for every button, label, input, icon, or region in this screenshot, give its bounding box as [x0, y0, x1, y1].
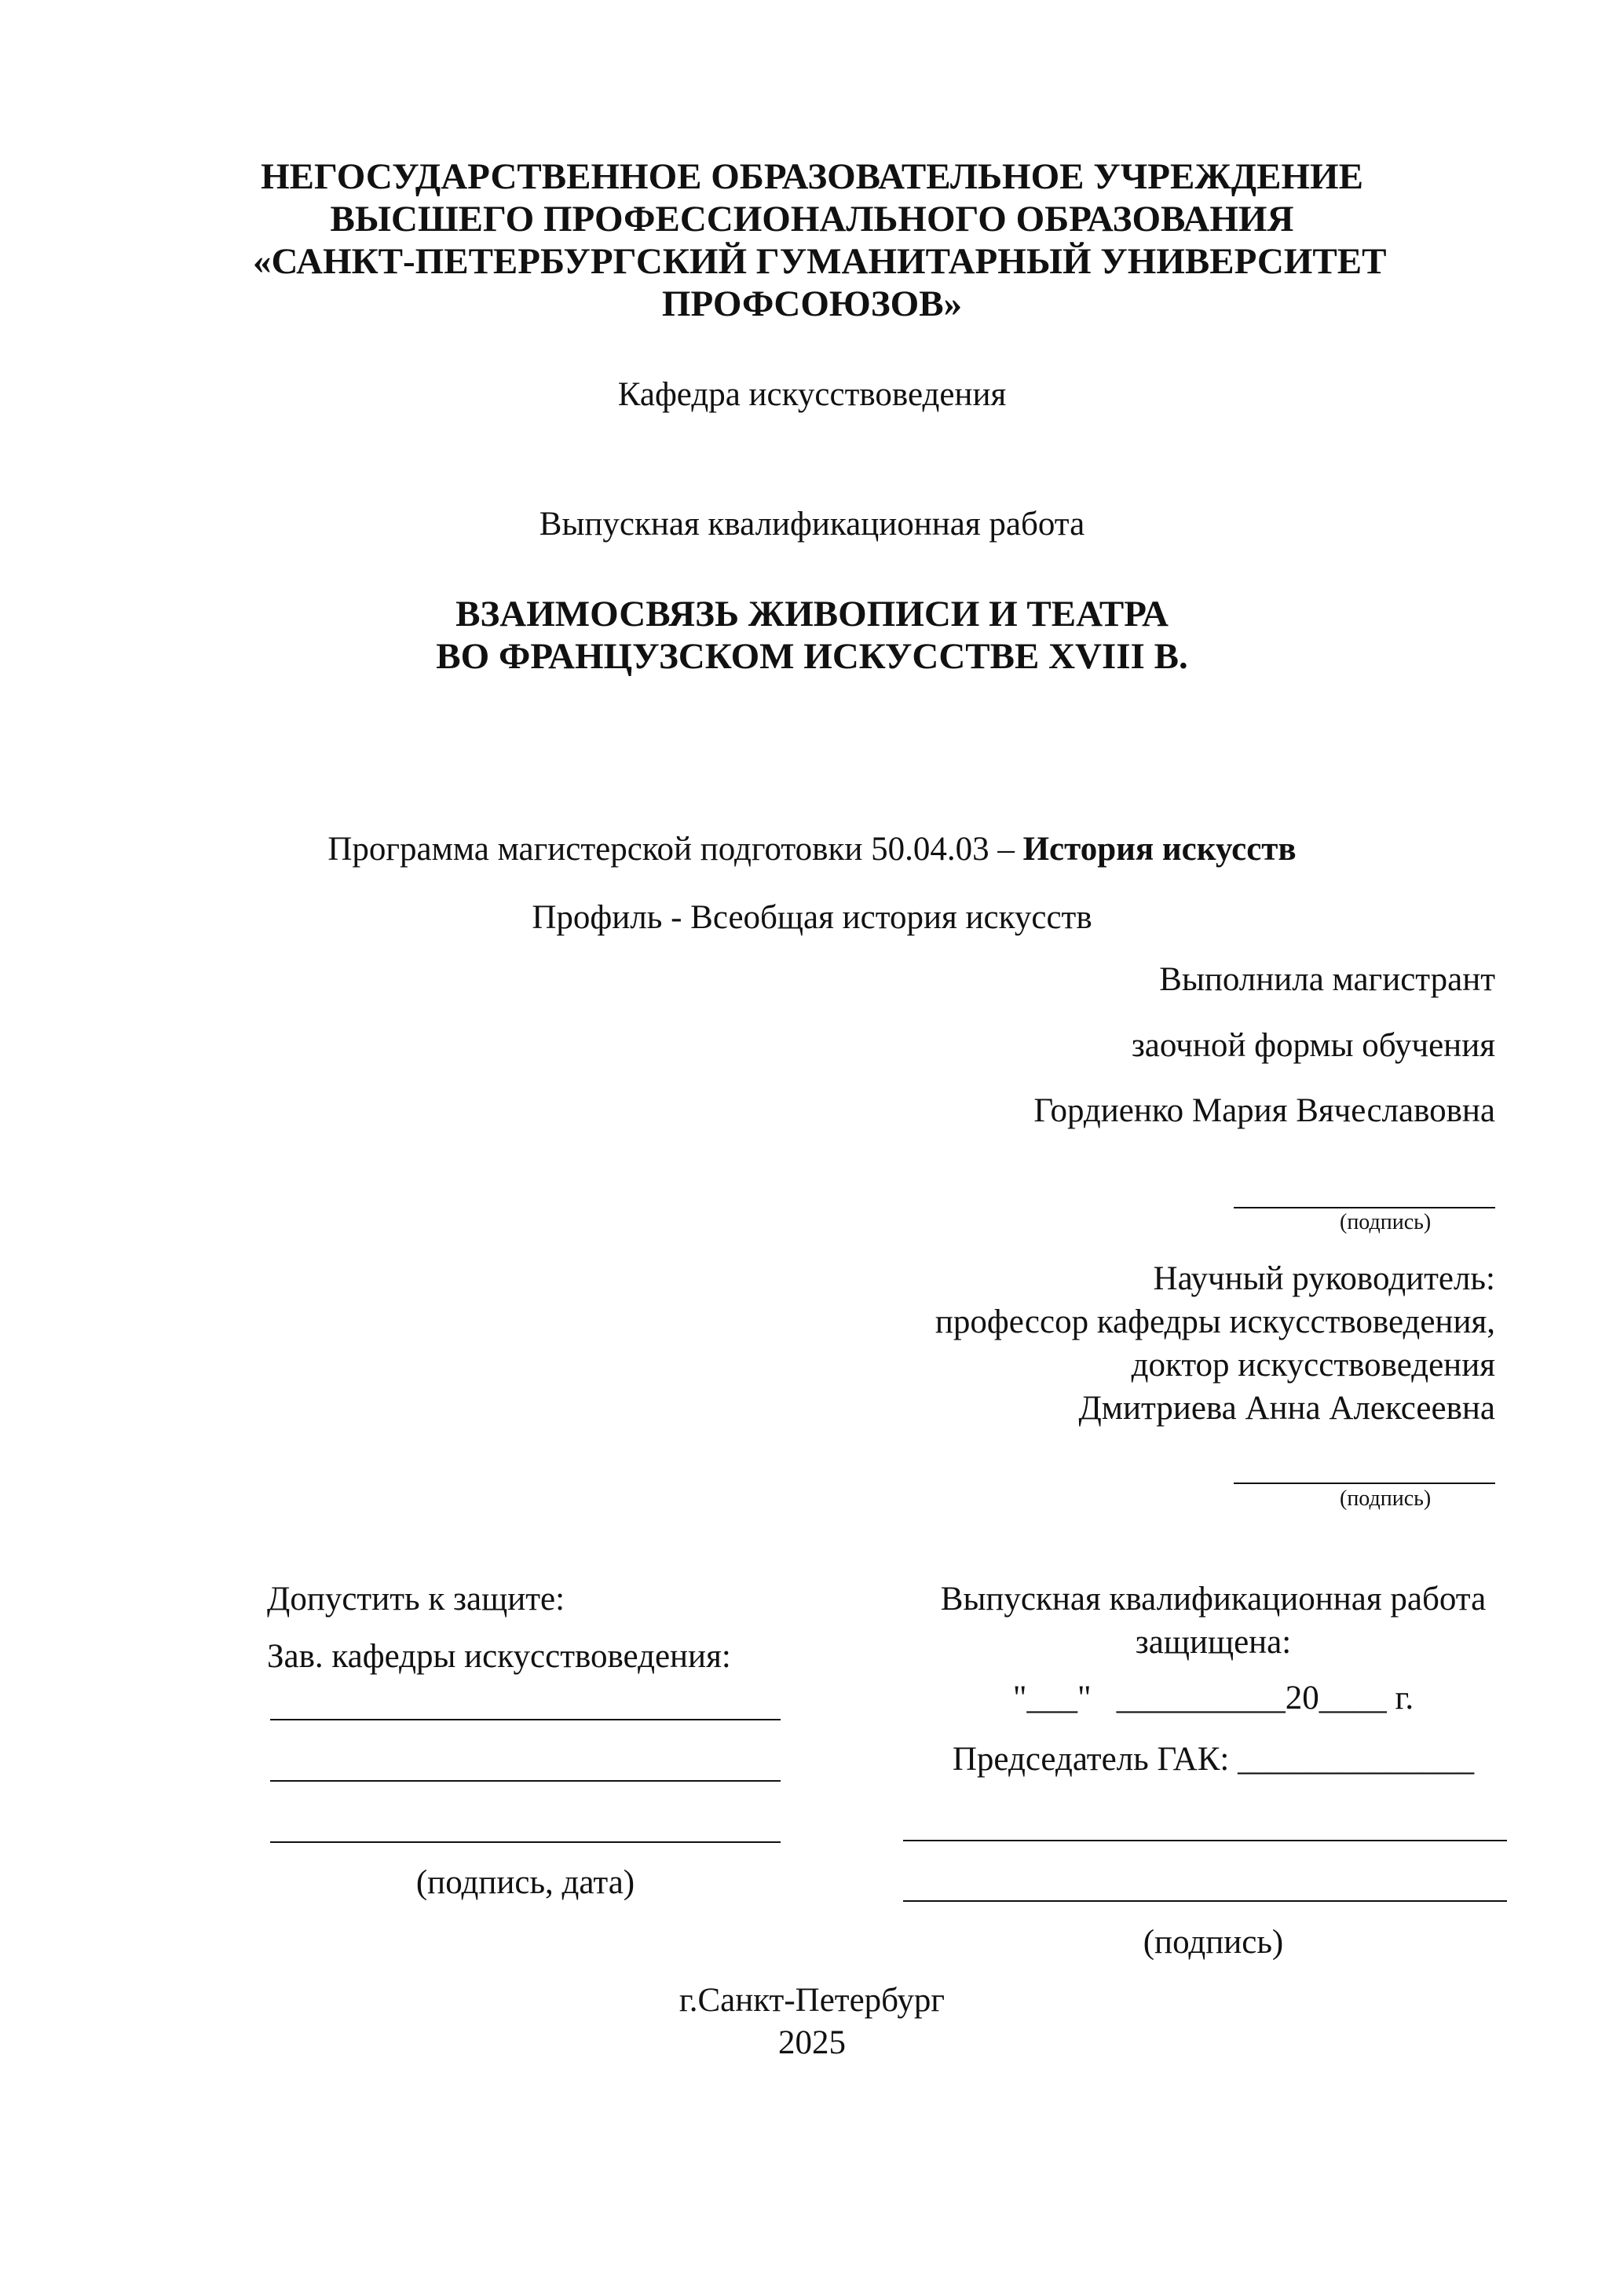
department-head-label: Зав. кафедры искусствоведения: — [267, 1638, 731, 1675]
program-prefix: Программа магистерской подготовки 50.04.03 – — [327, 831, 1023, 868]
student-line-2: заочной формы обучения — [1131, 1027, 1495, 1064]
work-type: Выпускная квалификационная работа — [539, 506, 1085, 543]
defense-line-2: защищена: — [1135, 1624, 1292, 1661]
department: Кафедра искусствоведения — [617, 376, 1007, 413]
program-line — [0, 830, 1624, 869]
institution-line-1: НЕГОСУДАРСТВЕННОЕ ОБРАЗОВАТЕЛЬНОЕ УЧРЕЖДЕНИЕ — [261, 156, 1363, 197]
admission-signature-line-1 — [270, 1719, 781, 1720]
admission-signature-line-3 — [270, 1841, 781, 1843]
thesis-title-line-1: ВЗАИМОСВЯЗЬ ЖИВОПИСИ И ТЕАТРА — [455, 594, 1169, 634]
supervisor-degree: доктор искусствоведения — [1131, 1347, 1495, 1384]
student-line-1: Выполнила магистрант — [1159, 961, 1495, 998]
student-signature-line — [1234, 1207, 1495, 1208]
defense-signature-line-1 — [903, 1840, 1507, 1841]
footer-city: г.Санкт-Петербург — [678, 1982, 946, 2019]
institution-line-2: ВЫСШЕГО ПРОФЕССИОНАЛЬНОГО ОБРАЗОВАНИЯ — [330, 199, 1294, 239]
admission-label: Допустить к защите: — [267, 1581, 565, 1618]
defense-signature-line-2 — [903, 1900, 1507, 1902]
institution-line-4: ПРОФСОЮЗОВ» — [661, 283, 963, 324]
defense-chair: Председатель ГАК: ______________ — [952, 1741, 1475, 1778]
supervisor-position: профессор кафедры искусствоведения, — [935, 1303, 1495, 1340]
supervisor-signature-caption: (подпись) — [1340, 1486, 1432, 1511]
program-name: История искусств — [1022, 831, 1297, 868]
supervisor-signature-line — [1234, 1483, 1495, 1484]
student-signature-caption: (подпись) — [1340, 1210, 1432, 1234]
footer-year: 2025 — [778, 2024, 846, 2061]
admission-caption: (подпись, дата) — [415, 1864, 635, 1901]
defense-date: "___" __________20____ г. — [1012, 1680, 1414, 1717]
student-name: Гордиенко Мария Вячеславовна — [1033, 1092, 1495, 1129]
profile: Профиль - Всеобщая история искусств — [532, 899, 1092, 936]
thesis-title-line-2: ВО ФРАНЦУЗСКОМ ИСКУССТВЕ XVIII В. — [436, 636, 1188, 677]
defense-line-1: Выпускная квалификационная работа — [940, 1581, 1487, 1618]
supervisor-name: Дмитриева Анна Алексеевна — [1078, 1390, 1495, 1427]
supervisor-label: Научный руководитель: — [1153, 1260, 1495, 1297]
institution-line-3: «САНКТ-ПЕТЕРБУРГСКИЙ ГУМАНИТАРНЫЙ УНИВЕРСИТЕТ — [253, 241, 1387, 282]
defense-caption: (подпись) — [1143, 1924, 1284, 1961]
admission-signature-line-2 — [270, 1780, 781, 1782]
